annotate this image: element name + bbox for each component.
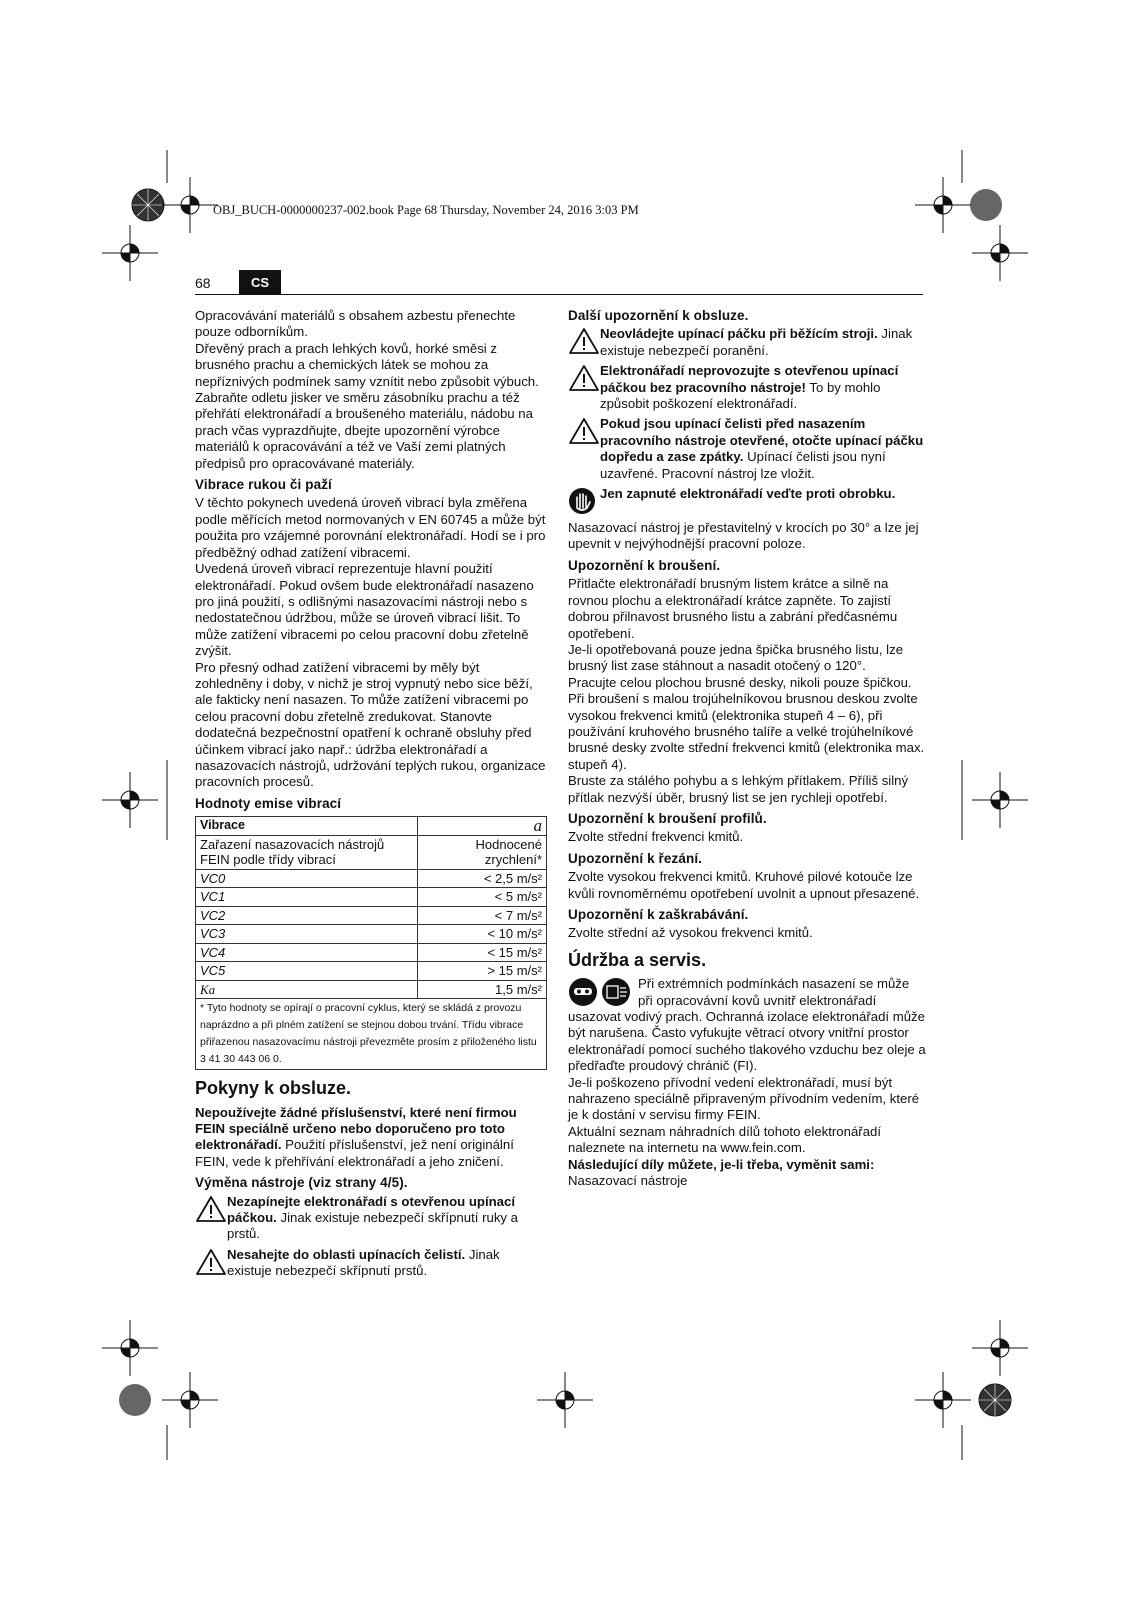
maintenance-icons [568,976,634,1008]
tool-change-heading: Výměna nástroje (viz strany 4/5). [195,1175,408,1191]
table-cell-value: < 7 m/s² [418,906,547,925]
warning-block [195,1247,547,1280]
replaceable-parts-item: Nasazovací nástroje [568,1173,688,1189]
accessories-bold: Nepoužívejte žádné příslušenství, které není firmou FEIN speciálně určeno nebo doporučeno pro toto elektronářadí. [195,1104,517,1153]
warning-rest: To by mohlo způsobit poškození elektronářadí. [600,379,881,412]
sanding-heading: Upozornění k broušení. [568,557,721,573]
maintenance-p1: Při extrémních podmínkách nasazení se může při opracovávní kovů uvnitř elektronářadí usazovat vodivý prach. Ochranná izolace elektronářadí může být narušena. Často vyfukujte větrací otvory vnitřní prostor elektronářadí pomocí suchého tlakového vzduchu bez oleje a předřaďte proudový chránič (FI). [568,976,926,1074]
file-header: OBJ_BUCH-0000000237-002.book Page 68 Thursday, November 24, 2016 3:03 PM [213,203,639,217]
vibration-p3: Pro přesný odhad zatížení vibracemi by měly být zohledněny i doby, v nichž je stroj vypnutý nebo sice běží, ale fakticky není nasazen. To může zatížení vibracemi po celou pracovní dobu zřetelně zredukovat. Stanovte dodatečná bezpečnostní opatření k ochraně obsluhy před účinkem vibrací jako např.: údržba elektronářadí a nasazovacích nástrojů, udržování teplých rukou, organizace pracovních procesů. [195,659,546,790]
cutting-p1: Zvolte vysokou frekvenci kmitů. Kruhové pilové kotouče lze kvůli rovnoměrnému opotřebení uvolnit a upnout přesazené. [568,869,920,901]
warning-bold: Nesahejte do oblasti upínacích čelistí. [227,1246,466,1262]
eye-protection-icon [569,978,597,1006]
emission-heading: Hodnoty emise vibrací [195,795,342,811]
sanding-p2: Je-li opotřebovaná pouze jedna špička brusného listu, lze brusný list zase stáhnout a nasadit otočený o 120°. [568,641,904,674]
table-row [196,962,547,981]
table-subheader-accel: Hodnocené zrychlení* [418,835,547,869]
table-cell-value: < 2,5 m/s² [418,869,547,888]
warning-block [195,1194,547,1243]
accessories-paragraph [195,1105,547,1171]
warning-rest: Jinak existuje nebezpečí skřípnutí prstů. [227,1246,500,1279]
operating-instructions-heading: Pokyny k obsluze. [195,1078,352,1099]
table-cell-value: < 15 m/s² [418,943,547,962]
table-cell-class: VC2 [196,906,418,925]
warning-rest: Jinak existuje nebezpečí skřípnutí ruky a prstů. [227,1210,519,1242]
maintenance-p3: Aktuální seznam náhradních dílů tohoto elektronářadí naleznete na internetu na www.fein.com. [568,1123,882,1156]
table-row [196,943,547,962]
page-number: 68 [195,275,211,291]
replaceable-parts-heading: Následující díly můžete, je-li třeba, vyměnit sami: [568,1156,875,1172]
accessories-rest: Použití příslušenství, jež není originální FEIN, vede k přehřívání elektronářadí a jeho zničení. [195,1137,514,1169]
table-footnote: * Tyto hodnoty se opírají o pracovní cyklus, který se skládá z provozu naprázdno a při plném zatížení se stejnou dobou trvání. Třídu vibrace přiřazenou nasazovacímu nástroji převezměte prosím z přiloženého listu 3 41 30 443 06 0. [196,999,547,1070]
table-header-vibrace: Vibrace [196,817,418,836]
table-row [196,906,547,925]
warning-rest: Jinak existuje nebezpečí poranění. [600,326,913,358]
warning-bold: Nezapínejte elektronářadí s otevřenou upínací páčkou. [227,1193,516,1226]
vibration-p2: Uvedená úroveň vibrací reprezentuje hlavní použití elektronářadí. Pokud ovšem bude elektronářadí nasazeno pro jiná použití, s odlišnými nasazovacími nástroji nebo s nedostatečnou údržbou, může se úroveň vibrací lišit. To může zatížení vibracemi po celou pracovní dobu zřetelně zvýšit. [195,561,534,659]
table-cell-class: VC1 [196,888,418,907]
warning-triangle-icon [568,416,600,446]
scraping-heading: Upozornění k zaškrabávání. [568,907,749,922]
warning-block [568,363,926,412]
tool-adjust-paragraph: Nasazovací nástroj je přestavitelný v krocích po 30° a lze jej upevnit v nejvýhodnější pracovní poloze. [568,520,919,552]
table-cell-value: < 5 m/s² [418,888,547,907]
warning-rest: Upínací čelisti jsou nyní uzavřené. Pracovní nástroj lze vložit. [600,449,886,481]
further-notes-heading: Další upozornění k obsluze. [568,308,749,323]
glove-icon [568,486,600,516]
table-row [196,980,547,999]
table-subheader-class: Zařazení nasazovacích nástrojů FEIN podle třídy vibrací [196,835,418,869]
sanding-p3: Pracujte celou plochou brusné desky, nikoli pouze špičkou. [568,674,912,690]
sanding-p5: Bruste za stálého pohybu a s lehkým přítlakem. Příliš silný přítlak nezvýší úběr, brusný list se jen rychleji opotřebí. [568,773,909,805]
vibration-p1: V těchto pokynech uvedená úroveň vibrací byla změřena podle měřících metod normovaných v EN 60745 a může být použita pro vzájemné porovnání elektronářadí. Hodí se i pro předběžný odhad zatížení vibracemi. [195,495,546,560]
table-cell-class: VC5 [196,962,418,981]
air-blow-icon [602,978,630,1006]
table-header-a: a [418,817,547,836]
maintenance-block [568,976,926,1074]
warning-triangle-icon [568,326,600,356]
table-row [196,925,547,944]
scraping-p1: Zvolte střední až vysokou frekvenci kmitů. [568,925,813,941]
table-row [196,888,547,907]
warning-block [568,326,926,359]
warning-triangle-icon [568,363,600,393]
right-column [568,308,926,1190]
warning-block [568,416,926,482]
vibration-table [195,816,547,1070]
table-cell-class: VC3 [196,925,418,944]
warning-triangle-icon [195,1194,227,1224]
profile-sanding-heading: Upozornění k broušení profilů. [568,810,767,826]
table-cell-value: < 10 m/s² [418,925,547,944]
table-cell-class: VC0 [196,869,418,888]
language-tab: CS [239,270,281,294]
profile-sanding-p1: Zvolte střední frekvenci kmitů. [568,829,744,845]
warning-bold: Elektronářadí neprovozujte s otevřenou upínací páčkou bez pracovního nástroje! [600,363,899,395]
table-cell-class: VC4 [196,943,418,962]
header-rule [195,294,923,295]
dust-paragraph: Dřevěný prach a prach lehkých kovů, horké směsi z brusného prachu a chemických látek se mohou za nepříznivých podmínek samy vznítit nebo způsobit výbuch. Zabraňte odletu jisker ve směru zásobníku prachu a též přehřátí elektronářadí a broušeného materiálu, nádobu na prach včas vyprazdňujte, dbejte upozornění výrobce materiálů k opracovávání a též ve Vaší zemi platných předpisů pro opracovávané materiály. [195,340,539,471]
vibration-heading: Vibrace rukou či paží [195,477,332,493]
instruction-block [568,486,926,516]
warning-bold: Pokud jsou upínací čelisti před nasazením pracovního nástroje otevřené, otočte upínací páčku dopředu a zase zpátky. [600,416,924,465]
warning-triangle-icon [195,1247,227,1277]
instruction-bold: Jen zapnuté elektronářadí veďte proti obrobku. [600,486,896,502]
maintenance-p2: Je-li poškozeno přívodní vedení elektronářadí, musí být nahrazeno speciálně připraveným přívodním vedením, které je k dostání v servisu firmy FEIN. [568,1074,920,1123]
table-cell-value: > 15 m/s² [418,962,547,981]
left-column [195,308,547,1284]
warning-bold: Neovládejte upínací páčku při běžícím stroji. [600,326,878,342]
sanding-p4: Při broušení s malou trojúhelníkovou brusnou deskou zvolte vysokou frekvenci kmitů (elektronika stupeň 4 – 6), při používání kruhového brusného talíře a velké trojúhelníkové brusné desky zvolte střední frekvenci kmitů (elektronika max. stupeň 4). [568,691,925,772]
maintenance-heading: Údržba a servis. [568,949,707,970]
cutting-heading: Upozornění k řezání. [568,850,703,866]
asbestos-paragraph: Opracovávání materiálů s obsahem azbestu přenechte pouze odborníkům. [195,308,516,340]
table-row [196,869,547,888]
table-cell-value: 1,5 m/s² [418,980,547,999]
table-cell-class: Ka [196,980,418,999]
sanding-p1: Přitlačte elektronářadí brusným listem krátce a silně na rovnou plochu a elektronářadí krátce zapněte. To zajistí dobrou přilnavost brusného listu a zabrání předčasnému opotřebení. [568,576,898,641]
